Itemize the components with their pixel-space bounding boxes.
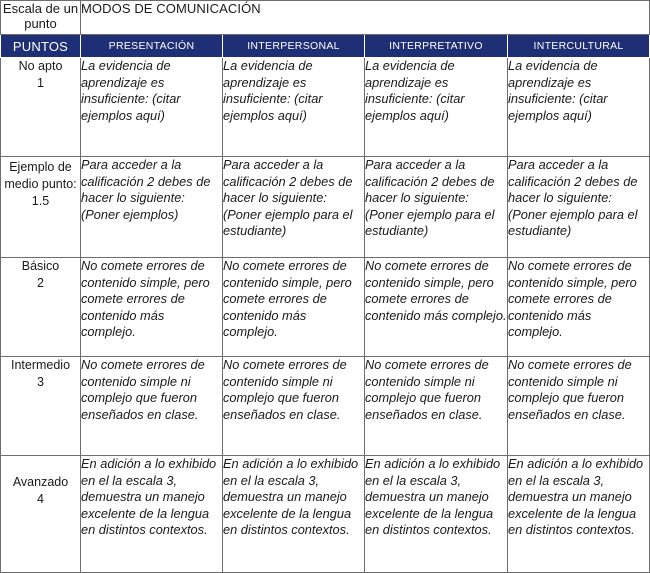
descriptor-cell: La evidencia de aprendizaje es insuficiente: (citar ejemplos aquí) [223, 58, 365, 157]
scale-label: Escala de un punto [1, 1, 81, 35]
descriptor-cell: La evidencia de aprendizaje es insuficiente: (citar ejemplos aquí) [508, 58, 650, 157]
level-points: 2 [37, 276, 44, 290]
column-header-interpersonal: INTERPERSONAL [223, 35, 365, 58]
level-name: Avanzado [12, 475, 69, 489]
rubric-row-avanzado [1, 456, 650, 573]
level-name: Básico [21, 259, 60, 273]
descriptor-cell: No comete errores de contenido simple ni complejo que fueron enseñados en clase. [81, 357, 223, 456]
descriptor-cell: No comete errores de contenido simple, pero comete errores de contenido más complejo. [508, 258, 650, 357]
title-row [1, 1, 650, 35]
rubric-row-basico [1, 258, 650, 357]
descriptor-cell: En adición a lo exhibido en el la escala 3, demuestra un manejo excelente de la lengua en distintos contextos. [508, 456, 650, 573]
level-cell [1, 357, 81, 456]
modes-title: MODOS DE COMUNICACIÓN [81, 1, 650, 35]
descriptor-cell: En adición a lo exhibido en el la escala 3, demuestra un manejo excelente de la lengua en distintos contextos. [81, 456, 223, 573]
descriptor-cell: En adición a lo exhibido en el la escala 3, demuestra un manejo excelente de la lengua en distintos contextos. [365, 456, 508, 573]
column-header-interpretativo: INTERPRETATIVO [365, 35, 508, 58]
column-header-intercultural: INTERCULTURAL [508, 35, 650, 58]
level-points: 4 [37, 492, 44, 506]
descriptor-cell: Para acceder a la calificación 2 debes de hacer lo siguiente: (Poner ejemplo para el estudiante) [365, 157, 508, 258]
level-name: No apto [18, 59, 63, 73]
descriptor-cell: No comete errores de contenido simple, pero comete errores de contenido más complejo. [365, 258, 508, 357]
rubric-row-medio-punto [1, 157, 650, 258]
level-cell [1, 157, 81, 258]
descriptor-cell: No comete errores de contenido simple, pero comete errores de contenido más complejo. [81, 258, 223, 357]
rubric-row-intermedio [1, 357, 650, 456]
descriptor-cell: No comete errores de contenido simple ni complejo que fueron enseñados en clase. [223, 357, 365, 456]
level-cell [1, 258, 81, 357]
descriptor-cell: No comete errores de contenido simple, pero comete errores de contenido más complejo. [223, 258, 365, 357]
column-header-row [1, 35, 650, 58]
level-cell [1, 456, 81, 573]
descriptor-cell: La evidencia de aprendizaje es insuficiente: (citar ejemplos aquí) [81, 58, 223, 157]
level-points: 1 [37, 76, 44, 90]
level-points: 3 [37, 375, 44, 389]
descriptor-cell: No comete errores de contenido simple ni complejo que fueron enseñados en clase. [365, 357, 508, 456]
level-cell [1, 58, 81, 157]
rubric-row-no-apto [1, 58, 650, 157]
level-name: Ejemplo de medio punto: [4, 160, 77, 191]
points-header: PUNTOS [1, 35, 81, 58]
level-points: 1.5 [31, 194, 50, 208]
descriptor-cell: Para acceder a la calificación 2 debes de hacer lo siguiente: (Poner ejemplo para el estudiante) [508, 157, 650, 258]
column-header-presentacion: PRESENTACIÓN [81, 35, 223, 58]
descriptor-cell: Para acceder a la calificación 2 debes de hacer lo siguiente: (Poner ejemplos) [81, 157, 223, 258]
descriptor-cell: La evidencia de aprendizaje es insuficiente: (citar ejemplos aquí) [365, 58, 508, 157]
descriptor-cell: Para acceder a la calificación 2 debes de hacer lo siguiente: (Poner ejemplo para el estudiante) [223, 157, 365, 258]
descriptor-cell: En adición a lo exhibido en el la escala 3, demuestra un manejo excelente de la lengua en distintos contextos. [223, 456, 365, 573]
descriptor-cell: No comete errores de contenido simple ni complejo que fueron enseñados en clase. [508, 357, 650, 456]
level-name: Intermedio [10, 358, 71, 372]
